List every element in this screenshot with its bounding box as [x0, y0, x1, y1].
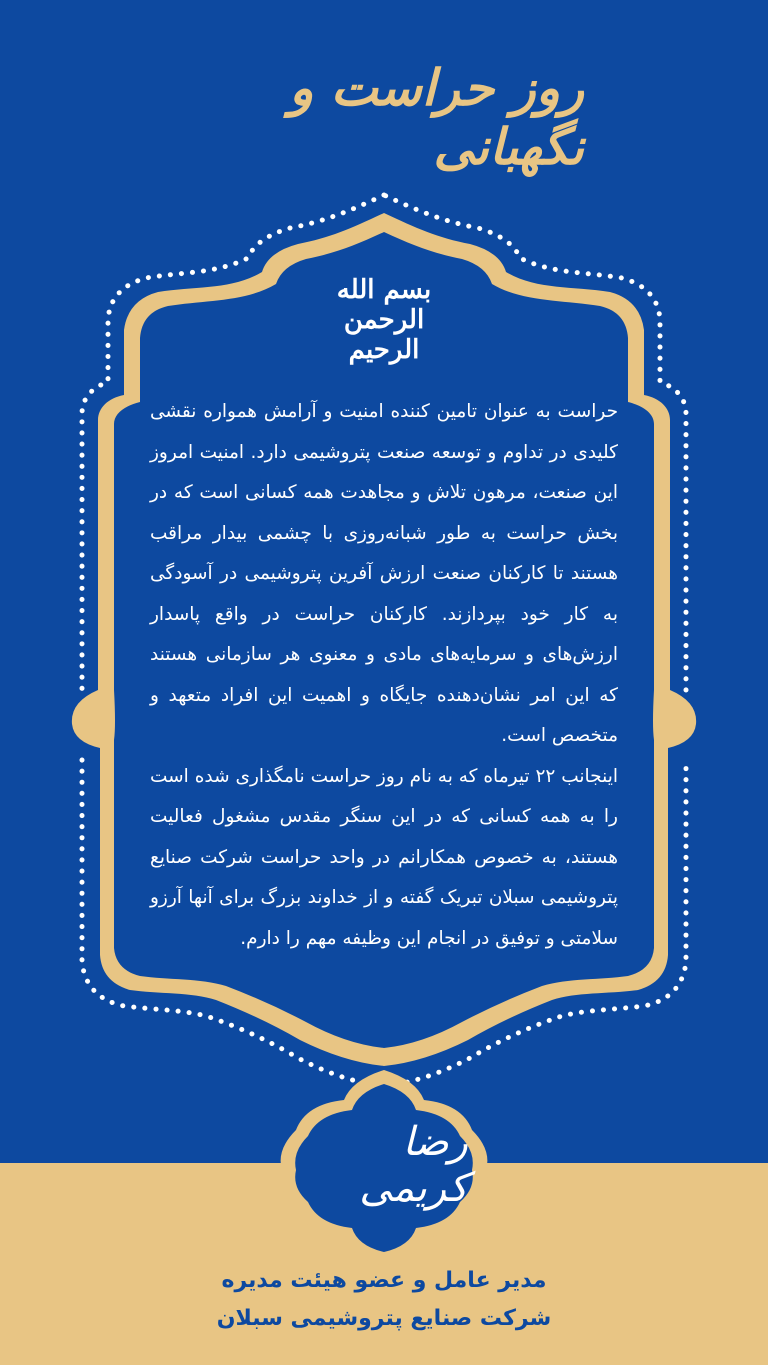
bismillah-calligraphy — [314, 270, 454, 370]
signature-name: رضا کریمی — [359, 1119, 468, 1211]
signatory-title — [184, 1262, 584, 1338]
bismillah-line-2: الرحمن — [343, 305, 425, 335]
message-body — [150, 392, 618, 959]
bismillah-line-3: الرحیم — [348, 335, 420, 365]
page-title: روز حراست و نگهبانی — [289, 58, 584, 176]
message-paragraph-2: اینجانب ۲۲ تیرماه که به نام روز حراست نامگذاری شده است را به همه کسانی که در این سنگر مقدس مشغول فعالیت هستند، به خصوص همکارانم در واحد حراست شرکت صنایع پتروشیمی سبلان تبریک گفته و از خداوند بزرگ برای آنها آرزو سلامتی و توفیق در انجام این وظیفه مهم را دارم. — [150, 765, 618, 949]
signatory-position: مدیر عامل و عضو هیئت مدیره — [221, 1268, 547, 1293]
signatory-company: شرکت صنایع پتروشیمی سبلان — [216, 1306, 552, 1331]
message-paragraph-1: حراست به عنوان تامین کننده امنیت و آرامش همواره نقشی کلیدی در تداوم و توسعه صنعت پتروشیمی دارد. امنیت امروز این صنعت، مرهون تلاش و مجاهدت همه کسانی است که در بخش حراست به طور شبانه‌روزی با چشمی بیدار مراقب هستند تا کارکنان صنعت ارزش آفرین پتروشیمی در آسودگی به کار خود بپردازند. کارکنان حراست در واقع پاسدار ارزش‌های و سرمایه‌های مادی و معنوی هر سازمانی هستند که این امر نشان‌دهنده جایگاه و اهمیت این افراد متعهد و متخصص است. — [150, 401, 618, 746]
bismillah-line-1: بسم الله — [336, 275, 432, 305]
